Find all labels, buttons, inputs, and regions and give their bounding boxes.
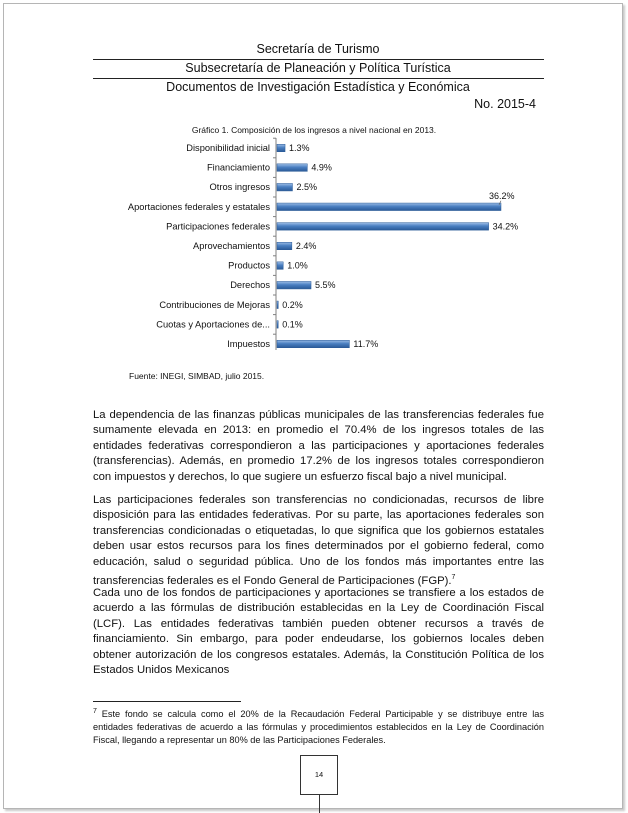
category-label: Cuotas y Aportaciones de... [156,319,270,330]
footnote-text: Este fondo se calcula como el 20% de la Recaudación Federal Participable y se distribuye entre las entidades federativas de acuerdo a las fórmulas y procedimientos establecidos en la Ley de Coordinación Fiscal, llegando a representar un 80% de las Participaciones Federales. [93,709,544,745]
data-label: 36.2% [489,190,515,201]
footnote-marker: 7 [93,708,97,715]
data-label: 0.2% [282,299,303,310]
data-label: 5.5% [315,280,336,291]
bar [277,242,292,250]
page-number-stem [319,795,320,813]
data-label: 11.7% [353,339,379,349]
category-label: Impuestos [227,339,270,349]
data-label: 1.0% [287,260,308,271]
paragraph-1: La dependencia de las finanzas públicas municipales de las transferencias federales fue sumamente elevada en 2013: en promedio el 70.4% de los ingresos totales de las entidades federativas correspondieron a las participaciones y aportaciones federales (transferencias). Además, en promedio 17.2% de los ingresos totales correspondieron con impuestos y derechos, lo que sugiere un esfuerzo fiscal bajo a nivel municipal. [93,409,544,483]
chart-source: Fuente: INEGI, SIMBAD, julio 2015. [129,371,265,381]
category-label: Disponibilidad inicial [186,143,270,153]
bar [277,223,489,231]
document-number: No. 2015-4 [474,97,536,111]
category-label: Productos [228,260,270,271]
bar [277,144,285,152]
bar [277,321,278,329]
paragraph-3: Cada uno de los fondos de participaciones y aportaciones se transfiere a los estados de acuerdo a las fórmulas de distribución establecidas en la Ley de Coordinación Fiscal (LCF). Las entidades federativas también pueden obtener recursos a través de financiamiento. Sin embargo, para poder endeudarse, los gobiernos locales deben obtener autorización de los congresos estatales. Además, la Constitución Política de los Estados Unidos Mexicanos [93,587,544,677]
bar [277,340,349,348]
bar [277,203,501,211]
bar [277,183,292,191]
bar-chart [4,134,624,364]
header-series: Documentos de Investigación Estadística y Económica [166,80,470,94]
category-label: Contribuciones de Mejoras [159,299,270,310]
bar [277,301,278,309]
category-label: Aprovechamientos [193,241,270,251]
data-label: 1.3% [289,143,310,153]
category-label: Aportaciones federales y estatales [127,201,270,212]
data-label: 2.4% [295,241,317,251]
category-label: Participaciones federales [166,221,270,232]
header-rule [93,59,544,60]
page-number: 14 [314,770,324,779]
footnote [93,706,544,746]
category-label: Otros ingresos [209,182,270,193]
category-label: Derechos [230,280,270,291]
chart-title: Gráfico 1. Composición de los ingresos a nivel nacional en 2013. [191,125,437,135]
data-label: 0.1% [282,319,303,330]
data-label: 2.5% [296,182,317,193]
bar [277,262,283,270]
data-label: 34.2% [492,221,519,232]
bar [277,281,311,289]
paragraph-2 [93,493,544,589]
header-agency: Secretaría de Turismo [256,42,380,56]
footnote-ref: 7 [451,574,456,582]
footnote-separator [93,701,241,702]
header-rule [93,78,544,79]
category-label: Financiamiento [206,162,270,173]
page-number-box [300,755,338,795]
bar [277,164,307,172]
header-subagency: Subsecretaría de Planeación y Política Turística [185,61,451,75]
paragraph-2-text: Las participaciones federales son transferencias no condicionadas, recursos de libre disposición para las entidades federativas. Por su parte, las aportaciones federales son transferencias condicionadas o etiquetadas, lo que significa que los gobiernos estatales deben usar estos recursos para los fines determinados por el gobierno federal, como educación, salud o seguridad pública. Uno de los fondos más importantes entre las transferencias federales es el Fondo General de Participaciones (FGP). [93,494,544,587]
document-page [3,3,623,809]
data-label: 4.9% [311,162,332,173]
